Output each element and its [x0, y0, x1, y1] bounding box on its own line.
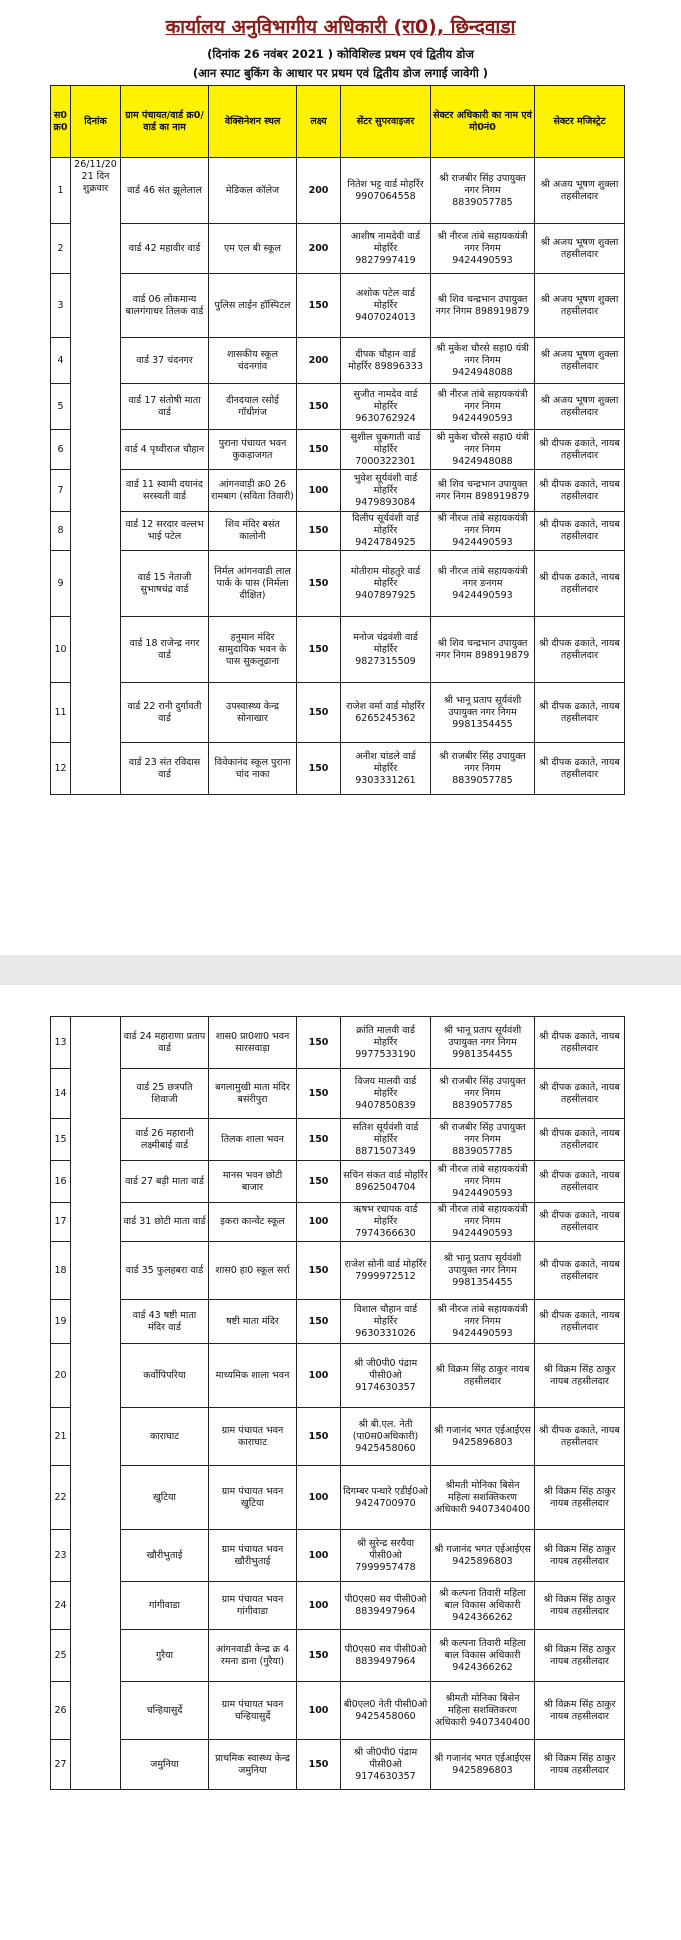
vaccination-site: ग्राम पंचायत भवन काराघाट [209, 1408, 297, 1466]
table-row [51, 1582, 625, 1630]
serial-number: 24 [51, 1582, 71, 1630]
sector-magistrate: श्री दीपक ढकाते, नायब तहसीलदार [535, 1119, 625, 1161]
table-row [51, 1530, 625, 1582]
vaccination-site: ग्राम पंचायत भवन खुटिया [209, 1466, 297, 1530]
center-supervisor: नितेश भट्ट वार्ड मोहर्रिर 9907064558 [341, 158, 431, 224]
booking-note: (आन स्पाट बुकिंग के आधार पर प्रथम एवं द्वितीय डोज लगाई जावेगी ) [192, 66, 489, 80]
sector-officer: श्री नीरज तांबे सहायकयंत्री नगर निगम 9424490593 [431, 224, 535, 274]
sector-officer: श्री गजानंद भगत एईआईएस 9425896803 [431, 1530, 535, 1582]
ward-name: वार्ड 26 महारानी लक्ष्मीबाई वार्ड [121, 1119, 209, 1161]
ward-name: गुरैया [121, 1630, 209, 1682]
col-target: लक्ष्य [297, 86, 341, 158]
serial-number: 5 [51, 384, 71, 430]
vaccination-site: शास0 प्रा0शा0 भवन सारसवाड़ा [209, 1017, 297, 1069]
vaccination-site: शास0 हा0 स्कूल सर्रा [209, 1242, 297, 1300]
ward-name: वार्ड 27 बड़ी माता वार्ड [121, 1161, 209, 1203]
serial-number: 21 [51, 1408, 71, 1466]
target-count: 150 [297, 1017, 341, 1069]
sector-officer: श्री भानू प्रताप सूर्यवंशी उपायुक्त नगर निगम 9981354455 [431, 1242, 535, 1300]
ward-name: वार्ड 24 महाराणा प्रताप वार्ड [121, 1017, 209, 1069]
sector-officer: श्रीमती मोनिका बिसेन महिला सशक्तिकरण अधिकारी 9407340400 [431, 1466, 535, 1530]
table-row [51, 1203, 625, 1242]
vaccination-site: ग्राम पंचायत भवन गांगीवाडा [209, 1582, 297, 1630]
table-row [51, 430, 625, 470]
target-count: 200 [297, 338, 341, 384]
sector-officer: श्री राजबीर सिंह उपायुक्त नगर निगम 8839057785 [431, 743, 535, 795]
table-row [51, 683, 625, 743]
serial-number: 18 [51, 1242, 71, 1300]
serial-number: 6 [51, 430, 71, 470]
table-row [51, 274, 625, 338]
center-supervisor: श्री बी.एल. नेती (पा0स0अधिकारी) 9425458060 [341, 1408, 431, 1466]
vaccination-site: शिव मंदिर बसंत कालोनी [209, 512, 297, 551]
vaccination-site: आंगनवाड़ी क्र0 26 रामबाग (सविता तिवारी) [209, 470, 297, 512]
center-supervisor: मोतीराम मोहतुरे वार्ड मोहर्रिर 9407897925 [341, 551, 431, 617]
ward-name: वार्ड 31 छोटी माता वार्ड [121, 1203, 209, 1242]
ward-name: वार्ड 23 संत रविदास वार्ड [121, 743, 209, 795]
serial-number: 25 [51, 1630, 71, 1682]
target-count: 150 [297, 512, 341, 551]
target-count: 150 [297, 617, 341, 683]
center-supervisor: श्री जी0पी0 पंद्राम पीसी0ओ 9174630357 [341, 1740, 431, 1790]
table-row [51, 617, 625, 683]
center-supervisor: दिगम्बर पन्धारे एडीई0ओ 9424700970 [341, 1466, 431, 1530]
col-date: दिनांक [71, 86, 121, 158]
ward-name: चन्हियासुर्दे [121, 1682, 209, 1740]
document-page-2 [0, 985, 681, 1940]
sector-magistrate: श्री विक्रम सिंह ठाकुर नायब तहसीलदार [535, 1582, 625, 1630]
ward-name: जमुनिया [121, 1740, 209, 1790]
sector-officer: श्री विक्रम सिंह ठाकुर नायब तहसीलदार [431, 1344, 535, 1408]
sector-magistrate: श्री अजय भूषण शुक्ला तहसीलदार [535, 224, 625, 274]
vaccination-site: ग्राम पंचायत भवन खौरीभुताई [209, 1530, 297, 1582]
sector-officer: श्री राजबीर सिंह उपायुक्त नगर निगम 8839057785 [431, 1119, 535, 1161]
center-supervisor: सुशील चुकगाती वार्ड मोहर्रिर 7000322301 [341, 430, 431, 470]
sector-magistrate: श्री दीपक ढकाते, नायब तहसीलदार [535, 1203, 625, 1242]
table-row [51, 470, 625, 512]
target-count: 150 [297, 1069, 341, 1119]
ward-name: वार्ड 17 संतोषी माता वार्ड [121, 384, 209, 430]
table-row [51, 1069, 625, 1119]
serial-number: 4 [51, 338, 71, 384]
ward-name: वार्ड 4 पृथ्वीराज चौहान [121, 430, 209, 470]
serial-number: 27 [51, 1740, 71, 1790]
ward-name: खौरीभुताई [121, 1530, 209, 1582]
center-supervisor: भुवेश सूर्यवंशी वार्ड मोहर्रिर 9479893084 [341, 470, 431, 512]
vaccination-site: मानस भवन छोटी बाजार [209, 1161, 297, 1203]
sector-magistrate: श्री दीपक ढकाते, नायब तहसीलदार [535, 617, 625, 683]
sector-officer: श्री शिव चन्द्रभान उपायुक्त नगर निगम 898919879 [431, 617, 535, 683]
center-supervisor: सचिन संकत वार्ड मोहर्रिर 8962504704 [341, 1161, 431, 1203]
center-supervisor: पी0एस0 सव पीसी0ओ 8839497964 [341, 1582, 431, 1630]
vaccination-table-part-2 [50, 1016, 625, 1790]
serial-number: 13 [51, 1017, 71, 1069]
vaccination-site: ग्राम पंचायत भवन चन्हियासुर्दे [209, 1682, 297, 1740]
center-supervisor: विशाल चौहान वार्ड मोहर्रिर 9630331026 [341, 1300, 431, 1344]
sector-officer: श्री शिव चन्द्रभान उपायुक्त नगर निगम 898919879 [431, 274, 535, 338]
vaccination-site: पुलिस लाईन हॉस्पिटल [209, 274, 297, 338]
sector-magistrate: श्री दीपक ढकाते, नायब तहसीलदार [535, 743, 625, 795]
vaccination-site: बगलामुखी माता मंदिर बसंरीपुरा [209, 1069, 297, 1119]
ward-name: वार्ड 15 नेताजी सुभाषचंद्र वार्ड [121, 551, 209, 617]
serial-number: 10 [51, 617, 71, 683]
target-count: 100 [297, 1530, 341, 1582]
table-row [51, 743, 625, 795]
table-row [51, 1242, 625, 1300]
table-row [51, 1344, 625, 1408]
sector-officer: श्री मुकेश चौरसे सहा0 यंत्री नगर निगम 9424948088 [431, 338, 535, 384]
target-count: 100 [297, 1203, 341, 1242]
center-supervisor: राजेश सोनी वार्ड मोहर्रिर 7999972512 [341, 1242, 431, 1300]
sector-magistrate: श्री अजय भूषण शुक्ला तहसीलदार [535, 384, 625, 430]
ward-name: वार्ड 18 राजेन्द्र नगर वार्ड [121, 617, 209, 683]
vaccination-site: प्राथमिक स्वास्थ्य केन्द्र जमुनिया [209, 1740, 297, 1790]
serial-number: 7 [51, 470, 71, 512]
page-gap [0, 955, 681, 985]
col-sector-magistrate: सेक्टर मजिस्ट्रेट [535, 86, 625, 158]
vaccination-site: पुराना पंचायत भवन कुकड़ाजगत [209, 430, 297, 470]
target-count: 100 [297, 470, 341, 512]
center-supervisor: मनोज चंद्रवंशी वार्ड मोहर्रिर 9827315509 [341, 617, 431, 683]
center-supervisor: ऋषभ रधापक वार्ड मोहर्रिर 7974366630 [341, 1203, 431, 1242]
sector-magistrate: श्री विक्रम सिंह ठाकुर नायब तहसीलदार [535, 1530, 625, 1582]
table-row [51, 1300, 625, 1344]
sector-officer: श्री नीरज तांबे सहायकयंत्री नगर ङनगम 9424490593 [431, 551, 535, 617]
table-row [51, 1017, 625, 1069]
target-count: 150 [297, 1300, 341, 1344]
target-count: 150 [297, 1740, 341, 1790]
target-count: 100 [297, 1582, 341, 1630]
date-cell [71, 1017, 121, 1790]
serial-number: 14 [51, 1069, 71, 1119]
target-count: 100 [297, 1466, 341, 1530]
center-supervisor: दीपक चौहान वार्ड मोहर्रिर 89896333 [341, 338, 431, 384]
center-supervisor: आशीष नामदेवी वार्ड मोहर्रिर 9827997419 [341, 224, 431, 274]
sector-magistrate: श्री अजय भूषण शुक्ला तहसीलदार [535, 158, 625, 224]
sector-officer: श्री भानू प्रताप सूर्यवंशी उपायुक्त नगर निगम 9981354455 [431, 683, 535, 743]
table-row [51, 1119, 625, 1161]
col-ward: ग्राम पंचायत/वार्ड क्र0/वार्ड का नाम [121, 86, 209, 158]
sector-magistrate: श्री दीपक ढकाते, नायब तहसीलदार [535, 683, 625, 743]
vaccination-table-part-1 [50, 85, 625, 795]
target-count: 150 [297, 1119, 341, 1161]
sector-magistrate: श्री विक्रम सिंह ठाकुर नायब तहसीलदार [535, 1466, 625, 1530]
table-row [51, 1408, 625, 1466]
serial-number: 9 [51, 551, 71, 617]
table-row [51, 224, 625, 274]
target-count: 150 [297, 551, 341, 617]
sector-magistrate: श्री विक्रम सिंह ठाकुर नायब तहसीलदार [535, 1740, 625, 1790]
center-supervisor: अशोक पटेल वार्ड मोहर्रिर 9407024013 [341, 274, 431, 338]
sector-officer: श्री गजानंद भगत एईआईएस 9425896803 [431, 1408, 535, 1466]
sector-officer: श्री नीरज तांबे सहायकयंत्री नगर निगम 9424490593 [431, 384, 535, 430]
center-supervisor: राजेश वर्मा वार्ड मोहर्रिर 6265245362 [341, 683, 431, 743]
ward-name: वार्ड 22 रानी दुर्गावती वार्ड [121, 683, 209, 743]
table-row [51, 551, 625, 617]
sector-magistrate: श्री विक्रम सिंह ठाकुर नायब तहसीलदार [535, 1344, 625, 1408]
serial-number: 16 [51, 1161, 71, 1203]
table-header-row [51, 86, 625, 158]
target-count: 150 [297, 1408, 341, 1466]
table-body-part-1 [51, 158, 625, 795]
vaccination-site: निर्मल आंगनवाडी लाल पार्क के पास (निर्मला दीक्षित) [209, 551, 297, 617]
sector-officer: श्री मुकेश चौरसे सहा0 यंत्री नगर निगम 9424948088 [431, 430, 535, 470]
serial-number: 17 [51, 1203, 71, 1242]
target-count: 150 [297, 430, 341, 470]
center-supervisor: सुजीत नामदेव वार्ड मोहर्रिर 9630762924 [341, 384, 431, 430]
target-count: 200 [297, 158, 341, 224]
ward-name: वार्ड 37 चंदनगर [121, 338, 209, 384]
vaccination-site: हनुमान मंदिर सामुदायिक भवन के पास सुकलूढाना [209, 617, 297, 683]
ward-name: वार्ड 42 महावीर वार्ड [121, 224, 209, 274]
sector-magistrate: श्री दीपक ढकाते, नायब तहसीलदार [535, 470, 625, 512]
vaccination-site: दीनदयाल रसोई गॉधीगंज [209, 384, 297, 430]
target-count: 150 [297, 683, 341, 743]
ward-name: वार्ड 25 छत्रपति शिवाजी [121, 1069, 209, 1119]
center-supervisor: दिलीप सूर्यवंशी वार्ड मोहर्रिर 9424784925 [341, 512, 431, 551]
col-site: वेक्सिनेशन स्थल [209, 86, 297, 158]
center-supervisor: पी0एस0 सव पीसी0ओ 8839497964 [341, 1630, 431, 1682]
center-supervisor: क्रांति मालवी वार्ड मोहर्रिर 9977533190 [341, 1017, 431, 1069]
table-row [51, 338, 625, 384]
serial-number: 15 [51, 1119, 71, 1161]
table-row [51, 1466, 625, 1530]
date-cell: 26/11/2021 दिन शुक्रवार [71, 158, 121, 795]
ward-name: कर्वोपिपरिया [121, 1344, 209, 1408]
target-count: 150 [297, 274, 341, 338]
sector-officer: श्री नीरज तांबे सहायकयंत्री नगर निगम 9424490593 [431, 1300, 535, 1344]
table-row [51, 1682, 625, 1740]
center-supervisor: बी0एल0 नेती पीसी0ओ 9425458060 [341, 1682, 431, 1740]
ward-name: वार्ड 35 फुलहबरा वार्ड [121, 1242, 209, 1300]
serial-number: 26 [51, 1682, 71, 1740]
ward-name: वार्ड 46 संत झूलेलाल [121, 158, 209, 224]
target-count: 100 [297, 1344, 341, 1408]
vaccination-site: माध्यमिक शाला भवन [209, 1344, 297, 1408]
serial-number: 12 [51, 743, 71, 795]
center-supervisor: श्री जी0पी0 पंद्राम पीसी0ओ 9174630357 [341, 1344, 431, 1408]
sector-officer: श्री नीरज तांबे सहायकयंत्री नगर निगम 9424490593 [431, 1203, 535, 1242]
center-supervisor: अनीश चांडले वार्ड मोहर्रिर 9303331261 [341, 743, 431, 795]
table-row [51, 158, 625, 224]
serial-number: 20 [51, 1344, 71, 1408]
table-body-part-2 [51, 1017, 625, 1790]
sector-magistrate: श्री दीपक ढकाते, नायब तहसीलदार [535, 430, 625, 470]
table-row [51, 512, 625, 551]
sector-magistrate: श्री अजय भूषण शुक्ला तहसीलदार [535, 338, 625, 384]
document-page-1 [0, 0, 681, 955]
ward-name: वार्ड 11 स्वामी दयानंद सरस्वती वार्ड [121, 470, 209, 512]
center-supervisor: श्री सुरेन्द्र सरयैया पीसी0ओ 7999957478 [341, 1530, 431, 1582]
sector-officer: श्री गजानंद भगत एईआईएस 9425896803 [431, 1740, 535, 1790]
ward-name: वार्ड 43 षष्टी माता मंदिर वार्ड [121, 1300, 209, 1344]
serial-number: 19 [51, 1300, 71, 1344]
sector-magistrate: श्री दीपक ढकाते, नायब तहसीलदार [535, 551, 625, 617]
ward-name: वार्ड 12 सरदार वल्लभ भाई पटेल [121, 512, 209, 551]
serial-number: 1 [51, 158, 71, 224]
serial-number: 23 [51, 1530, 71, 1582]
serial-number: 8 [51, 512, 71, 551]
sector-magistrate: श्री अजय भूषण शुक्ला तहसीलदार [535, 274, 625, 338]
sector-magistrate: श्री दीपक ढकाते, नायब तहसीलदार [535, 512, 625, 551]
vaccination-site: षष्टी माता मंदिर [209, 1300, 297, 1344]
serial-number: 22 [51, 1466, 71, 1530]
vaccination-site: शासकीय स्कूल चंदनगांव [209, 338, 297, 384]
serial-number: 2 [51, 224, 71, 274]
sector-magistrate: श्री दीपक ढकाते, नायब तहसीलदार [535, 1069, 625, 1119]
sector-officer: श्री राजबीर सिंह उपायुक्त नगर निगम 8839057785 [431, 158, 535, 224]
sector-officer: श्री शिव चन्द्रभान उपायुक्त नगर निगम 898919879 [431, 470, 535, 512]
ward-name: खुटिया [121, 1466, 209, 1530]
target-count: 150 [297, 1242, 341, 1300]
sector-officer: श्री कल्पना तिवारी महिला बाल विकास अधिकारी 9424366262 [431, 1630, 535, 1682]
vaccination-site: विवेकानंद स्कूल पुराना चांद नाका [209, 743, 297, 795]
col-supervisor: सेंटर सुपरवाइजर [341, 86, 431, 158]
center-supervisor: विजय मालवी वार्ड मोहर्रिर 9407850839 [341, 1069, 431, 1119]
sector-officer: श्री राजबीर सिंह उपायुक्त नगर निगम 8839057785 [431, 1069, 535, 1119]
sector-magistrate: श्री विक्रम सिंह ठाकुर नायब तहसीलदार [535, 1630, 625, 1682]
vaccination-site: मेडिकल कॉलेज [209, 158, 297, 224]
table-row [51, 1161, 625, 1203]
vaccination-site: एम एल बी स्कूल [209, 224, 297, 274]
sector-magistrate: श्री दीपक ढकाते, नायब तहसीलदार [535, 1017, 625, 1069]
sector-magistrate: श्री विक्रम सिंह ठाकुर नायब तहसीलदार [535, 1682, 625, 1740]
serial-number: 11 [51, 683, 71, 743]
vaccination-site: आंगनवाडी केन्द्र क्र 4 रमना डाना (गुरैया) [209, 1630, 297, 1682]
target-count: 200 [297, 224, 341, 274]
sector-officer: श्री भानू प्रताप सूर्यवंशी उपायुक्त नगर निगम 9981354455 [431, 1017, 535, 1069]
target-count: 100 [297, 1682, 341, 1740]
ward-name: वार्ड 06 लोकमान्य बालगंगाधर तिलक वार्ड [121, 274, 209, 338]
col-serial: स0 क्र0 [51, 86, 71, 158]
center-supervisor: सतिश सूर्यवंशी वार्ड मोहर्रिर 8871507349 [341, 1119, 431, 1161]
sector-magistrate: श्री दीपक ढकाते, नायब तहसीलदार [535, 1242, 625, 1300]
sector-officer: श्रीमती मोनिका बिसेन महिला सशक्तिकरण अधिकारी 9407340400 [431, 1682, 535, 1740]
sector-officer: श्री नीरज तांबे सहायकयंत्री नगर निगम 9424490593 [431, 512, 535, 551]
sector-officer: श्री कल्पना तिवारी महिला बाल विकास अधिकारी 9424366262 [431, 1582, 535, 1630]
sector-officer: श्री नीरज तांबे सहायकयंत्री नगर निगम 9424490593 [431, 1161, 535, 1203]
schedule-subtitle: (दिनांक 26 नवंबर 2021 ) कोविशिल्ड प्रथम एवं द्वितीय डोज [207, 47, 474, 61]
serial-number: 3 [51, 274, 71, 338]
office-title: कार्यालय अनुविभागीय अधिकारी (रा0), छिन्दवाडा [165, 16, 516, 38]
table-row [51, 1630, 625, 1682]
target-count: 150 [297, 743, 341, 795]
ward-name: काराघाट [121, 1408, 209, 1466]
vaccination-site: तिलक शाला भवन [209, 1119, 297, 1161]
table-row [51, 1740, 625, 1790]
target-count: 150 [297, 384, 341, 430]
sector-magistrate: श्री दीपक ढकाते, नायब तहसीलदार [535, 1161, 625, 1203]
target-count: 150 [297, 1161, 341, 1203]
vaccination-site: उपस्वास्थ्य केन्द्र सोनाखार [209, 683, 297, 743]
table-row [51, 384, 625, 430]
sector-magistrate: श्री दीपक ढकाते, नायब तहसीलदार [535, 1300, 625, 1344]
col-sector-officer: सेक्टर अधिकारी का नाम एवं मो0नं0 [431, 86, 535, 158]
sector-magistrate: श्री दीपक ढकाते, नायब तहसीलदार [535, 1408, 625, 1466]
ward-name: गांगीवाडा [121, 1582, 209, 1630]
target-count: 150 [297, 1630, 341, 1682]
vaccination-site: इकरा कान्वेंट स्कूल [209, 1203, 297, 1242]
